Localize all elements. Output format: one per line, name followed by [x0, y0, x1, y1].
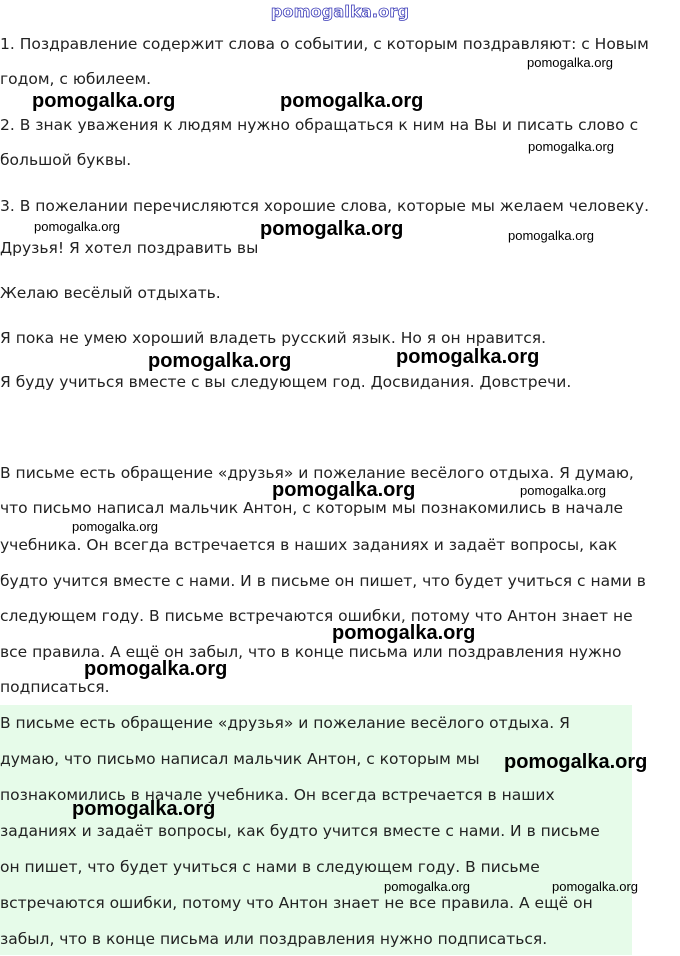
answer-box-line: он пишет, что будет учиться с нами в следующем году. В письме — [0, 858, 540, 876]
rule-line: 3. В пожелании перечисляются хорошие слова, которые мы желаем человеку. — [0, 197, 650, 215]
watermark: pomogalka.org — [527, 55, 613, 70]
watermark: pomogalka.org — [34, 219, 120, 234]
watermark: pomogalka.org — [508, 228, 594, 243]
watermark: pomogalka.org — [332, 622, 476, 644]
answer-box-line: познакомились в начале учебника. Он всегда встречается в наших — [0, 786, 555, 804]
watermark: pomogalka.org — [72, 519, 158, 534]
answer-box-line: забыл, что в конце письма или поздравления нужно подписаться. — [0, 930, 548, 948]
watermark: pomogalka.org — [280, 90, 424, 112]
answer-line: В письме есть обращение «друзья» и пожелание весёлого отдыха. Я думаю, — [0, 464, 634, 482]
answer-line: учебника. Он всегда встречается в наших заданиях и задаёт вопросы, как — [0, 536, 618, 554]
watermark: pomogalka.org — [32, 90, 176, 112]
watermark: pomogalka.org — [72, 798, 216, 820]
watermark: pomogalka.org — [504, 751, 648, 773]
watermark: pomogalka.org — [272, 479, 416, 501]
letter-line: Я буду учиться вместе с вы следующем год. Досвидания. Довстречи. — [0, 373, 572, 391]
answer-line: будто учится вместе с нами. И в письме он пишет, что будет учиться с нами в — [0, 572, 646, 590]
watermark: pomogalka.org — [520, 483, 606, 498]
letter-line: Я пока не умею хороший владеть русский язык. Но я он нравится. — [0, 329, 547, 347]
site-logo[interactable]: pomogalka.org — [270, 2, 410, 21]
watermark: pomogalka.org — [396, 346, 540, 368]
answer-line: подписаться. — [0, 678, 110, 696]
answer-box-line: заданиях и задаёт вопросы, как будто учится вместе с нами. И в письме — [0, 822, 600, 840]
watermark: pomogalka.org — [260, 218, 404, 240]
watermark: pomogalka.org — [148, 350, 292, 372]
watermark: pomogalka.org — [84, 658, 228, 680]
watermark: pomogalka.org — [384, 879, 470, 894]
answer-line: все правила. А ещё он забыл, что в конце письма или поздравления нужно — [0, 643, 622, 661]
answer-line: что письмо написал мальчик Антон, с которым мы познакомились в начале — [0, 499, 624, 517]
letter-line: Желаю весёлый отдыхать. — [0, 284, 221, 302]
rule-line: 1. Поздравление содержит слова о событии, с которым поздравляют: с Новым — [0, 35, 649, 53]
answer-box-line: В письме есть обращение «друзья» и пожелание весёлого отдыха. Я — [0, 714, 570, 732]
watermark: pomogalka.org — [552, 879, 638, 894]
rule-line: годом, с юбилеем. — [0, 70, 152, 88]
rule-line: большой буквы. — [0, 151, 132, 169]
answer-box-line: встречаются ошибки, потому что Антон знает не все правила. А ещё он — [0, 894, 593, 912]
watermark: pomogalka.org — [528, 139, 614, 154]
answer-box-line: думаю, что письмо написал мальчик Антон, с которым мы — [0, 750, 480, 768]
rule-line: 2. В знак уважения к людям нужно обращаться к ним на Вы и писать слово с — [0, 116, 639, 134]
letter-line: Друзья! Я хотел поздравить вы — [0, 239, 259, 257]
answer-line: следующем году. В письме встречаются ошибки, потому что Антон знает не — [0, 607, 633, 625]
